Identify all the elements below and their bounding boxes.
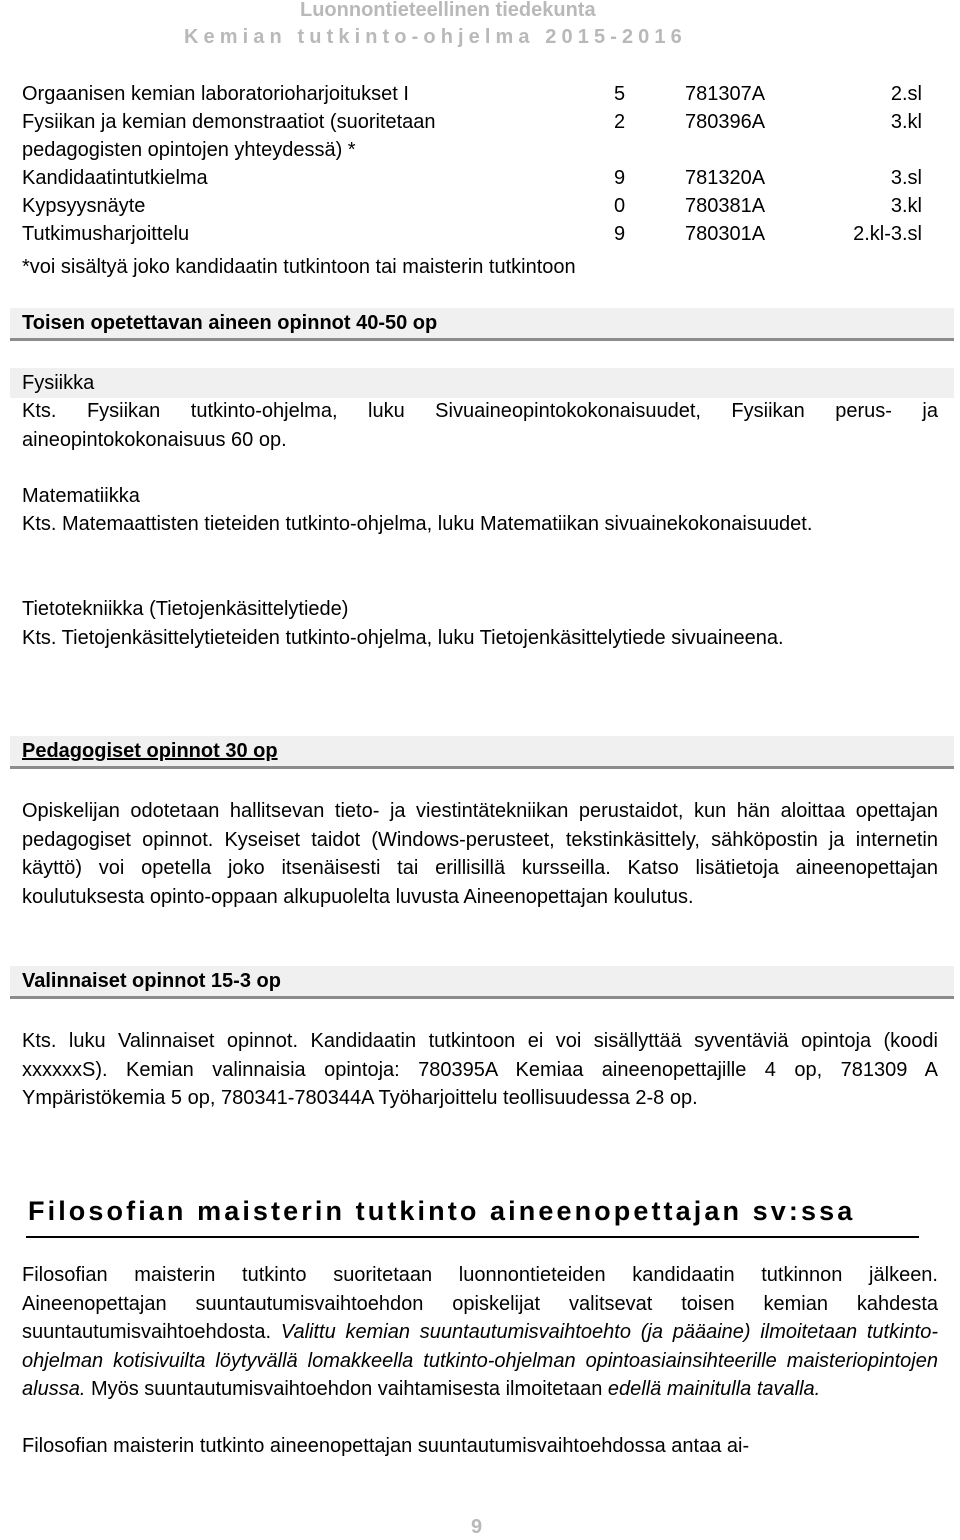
physics-title: Fysiikka [22, 372, 95, 394]
section-heading-band [10, 736, 954, 769]
masters-paragraph-2: Filosofian maisterin tutkinto aineenopettajan suuntautumisvaihtoehdossa antaa ai- [22, 1435, 750, 1457]
course-name: Tutkimusharjoittelu [22, 223, 190, 245]
course-code: 780396A [685, 111, 766, 133]
faculty-header: Luonnontieteellinen tiedekunta [300, 0, 596, 21]
course-name: Kandidaatintutkielma [22, 167, 208, 189]
course-semester: 3.kl [890, 195, 922, 217]
masters-text-italic: Valittu kemian suuntautumisvaihtoehto (ja pääaine) ilmoitetaan tutkinto-ohjelman kotisivuilta löytyvällä lomakkeella tutkinto-ohjelman opintoasiainsihteerille maisteriopintojen alussa. [22, 1321, 938, 1400]
masters-text-a: Filosofian maisterin tutkinto suoritetaan luonnontieteiden kandidaatin tutkinnon jälkeen. Aineenopettajan suuntautumisvaihtoehdon opiskelijat valitsevat toisen kemian kahdesta suuntautumisvaihtoehdosta. [22, 1264, 938, 1343]
course-name: pedagogisten opintojen yhteydessä) * [22, 139, 356, 161]
second-subject-heading: Toisen opetettavan aineen opinnot 40-50 op [22, 312, 438, 334]
course-credits: 9 [614, 167, 626, 189]
course-code: 781307A [685, 83, 766, 105]
pedagogical-text: Opiskelijan odotetaan hallitsevan tieto- ja viestintätekniikan perustaidot, kun hän aloittaa opettajan pedagogiset opinnot. Kyseiset taidot (Windows-perusteet, tekstinkäsittely, sähköpostin ja internetin käyttö) voi opetella joko itsenäisesti tai erillisillä kursseilla. Katso lisätietoja aineenopettajan koulutuksesta opinto-oppaan alkupuolelta luvusta Aineenopettajan koulutus. [22, 800, 938, 908]
physics-text: Kts. Fysiikan tutkinto-ohjelma, luku Sivuaineopintokokonaisuudet, Fysiikan perus- ja aineopintokokonaisuus 60 op. [22, 400, 938, 451]
course-code: 780381A [685, 195, 766, 217]
course-footnote: *voi sisältyä joko kandidaatin tutkintoon tai maisterin tutkintoon [22, 256, 576, 278]
physics-title-band [10, 368, 954, 398]
programme-header: Kemian tutkinto-ohjelma 2015-2016 [184, 26, 687, 48]
masters-heading: Filosofian maisterin tutkinto aineenopettajan sv:ssa [28, 1196, 856, 1226]
course-semester: 2.kl-3.sl [853, 223, 922, 245]
masters-text-b: Myös suuntautumisvaihtoehdon vaihtamisesta ilmoitetaan [90, 1378, 603, 1400]
course-credits: 2 [614, 111, 626, 133]
course-credits: 9 [614, 223, 626, 245]
section-heading-band [10, 966, 954, 999]
cs-title: Tietotekniikka (Tietojenkäsittelytiede) [22, 598, 349, 620]
course-credits: 0 [614, 195, 626, 217]
cs-text: Kts. Tietojenkäsittelytieteiden tutkinto-ohjelma, luku Tietojenkäsittelytiede sivuaineena. [22, 627, 784, 649]
page-number: 9 [471, 1516, 483, 1538]
course-name: Orgaanisen kemian laboratorioharjoitukset I [22, 83, 409, 105]
pedagogical-heading: Pedagogiset opinnot 30 op [22, 740, 278, 762]
math-text: Kts. Matemaattisten tieteiden tutkinto-ohjelma, luku Matematiikan sivuainekokonaisuudet. [22, 513, 813, 535]
course-semester: 3.sl [890, 167, 922, 189]
course-semester: 3.kl [890, 111, 922, 133]
course-name: Kypsyysnäyte [22, 195, 146, 217]
course-name: Fysiikan ja kemian demonstraatiot (suoritetaan [22, 111, 436, 133]
course-credits: 5 [614, 83, 626, 105]
optional-text: Kts. luku Valinnaiset opinnot. Kandidaatin tutkintoon ei voi sisällyttää syventäviä opintoja (koodi xxxxxxS). Kemian valinnaisia opintoja: 780395A Kemiaa aineenopettajille 4 op, 781309 A Ympäristökemia 5 op, 780341-780344A Työharjoittelu teollisuudessa 2-8 op. [22, 1030, 938, 1109]
masters-paragraph [22, 1261, 938, 1404]
optional-heading: Valinnaiset opinnot 15-3 op [22, 970, 281, 992]
course-semester: 2.sl [890, 83, 922, 105]
course-code: 780301A [685, 223, 766, 245]
course-code: 781320A [685, 167, 766, 189]
math-title: Matematiikka [22, 485, 140, 507]
section-heading-band [10, 308, 954, 341]
masters-text-italic-2: edellä mainitulla tavalla. [607, 1378, 821, 1400]
masters-heading-underline [26, 1236, 919, 1238]
